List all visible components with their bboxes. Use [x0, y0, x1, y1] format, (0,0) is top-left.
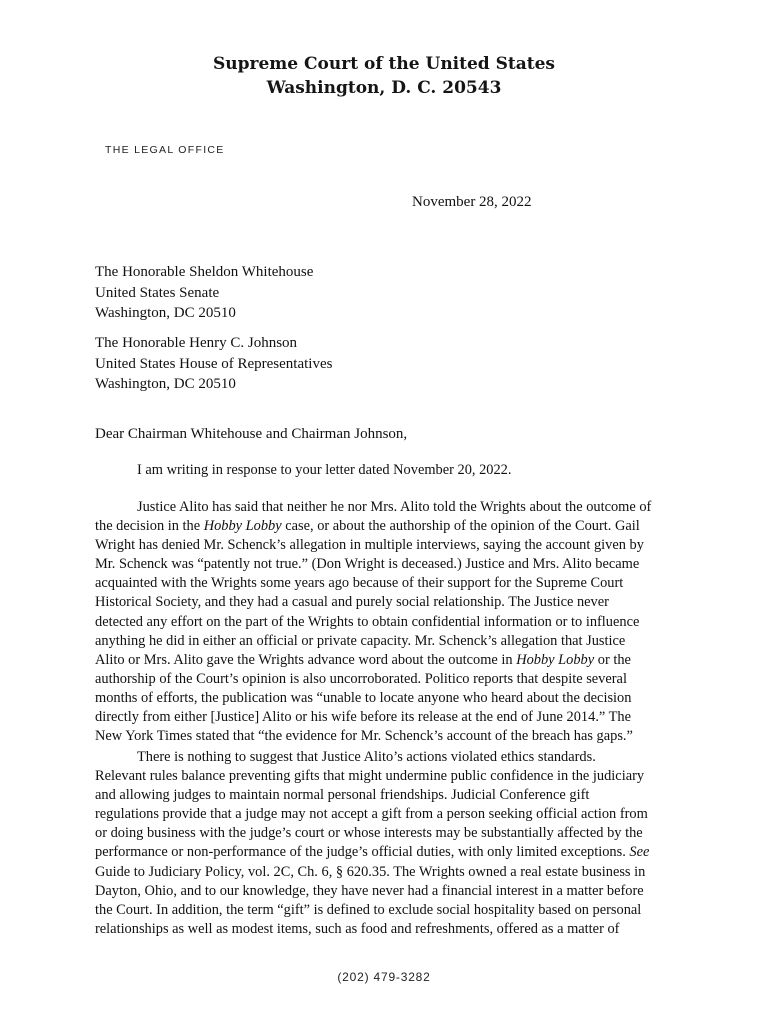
- paragraph-line: authorship of the Court’s opinion is also uncorroborated. Politico reports that despite several: [95, 670, 627, 687]
- paragraph-line: months of efforts, the publication was “unable to locate anyone who heard about the decision: [95, 689, 632, 706]
- paragraph-line: or doing business with the judge’s court or whose interests may be substantially affected by the: [95, 825, 643, 842]
- office-name: THE LEGAL OFFICE: [105, 144, 225, 156]
- paragraph-line: There is nothing to suggest that Justice Alito’s actions violated ethics standards.: [137, 749, 596, 765]
- paragraph-3: [95, 748, 687, 939]
- recipient-city: Washington, DC 20510: [95, 376, 236, 392]
- paragraph-line: detected any effort on the part of the Wrights to obtain confidential information or to influence: [95, 613, 640, 630]
- paragraph-line: Dayton, Ohio, and to our knowledge, they have never had a financial interest in a matter before: [95, 882, 644, 899]
- recipient-city: Washington, DC 20510: [95, 305, 236, 321]
- paragraph-line: Historical Society, and they had a casual and purely social relationship. The Justice never: [95, 594, 609, 611]
- paragraph-line: directly from either [Justice] Alito or his wife before its release at the end of June 2014.” The: [95, 709, 632, 726]
- paragraph-line: Guide to Judiciary Policy, vol. 2C, Ch. 6, § 620.35. The Wrights owned a real estate business in: [95, 863, 646, 880]
- paragraph-line: the decision in the: [95, 518, 204, 535]
- salutation: Dear Chairman Whitehouse and Chairman Johnson,: [95, 426, 408, 442]
- paragraph-line: the Court. In addition, the term “gift” is defined to exclude social hospitality based on personal: [95, 901, 642, 918]
- paragraph-line: acquainted with the Wrights some years ago because of their support for the Supreme Court: [95, 575, 624, 592]
- paragraph-line: regulations provide that a judge may not accept a gift from a person seeking official action from: [95, 806, 648, 823]
- paragraph-line: relationships as well as modest items, such as food and refreshments, offered as a matter of: [95, 920, 620, 937]
- paragraph-line: Wright has denied Mr. Schenck’s allegation in multiple interviews, saying the account given by: [95, 537, 644, 554]
- paragraph-line: anything he did in either an official or private capacity. Mr. Schenck’s allegation that Justice: [95, 632, 626, 649]
- paragraph-text: I am writing in response to your letter dated November 20, 2022.: [137, 462, 512, 478]
- paragraph-1: [95, 461, 687, 480]
- citation-signal: See: [629, 844, 650, 861]
- letter-date: November 28, 2022: [412, 194, 532, 210]
- recipient-block-1: [95, 262, 313, 324]
- recipient-body: United States Senate: [95, 284, 220, 301]
- paragraph-line: and allowing judges to maintain normal personal friendships. Judicial Conference gift: [95, 787, 590, 804]
- letterhead-court-name: Supreme Court of the United States: [213, 54, 555, 74]
- letterhead: [0, 52, 768, 100]
- paragraph-2: [95, 498, 687, 746]
- recipient-body: United States House of Representatives: [95, 355, 333, 372]
- recipient-block-2: [95, 333, 332, 395]
- paragraph-line: performance or non-performance of the judge’s official duties, with only limited exceptions.: [95, 844, 630, 861]
- paragraph-line: New York Times stated that “the evidence for Mr. Schenck’s account of the breach has gaps.”: [95, 728, 633, 745]
- recipient-name: The Honorable Sheldon Whitehouse: [95, 264, 314, 280]
- paragraph-line: case, or about the authorship of the opinion of the Court. Gail: [281, 518, 640, 535]
- paragraph-line: Justice Alito has said that neither he nor Mrs. Alito told the Wrights about the outcome of: [137, 499, 652, 515]
- paragraph-line: Mr. Schenck was “patently not true.” (Don Wright is deceased.) Justice and Mrs. Alito became: [95, 556, 640, 573]
- recipient-name: The Honorable Henry C. Johnson: [95, 335, 298, 351]
- footer-phone: (202) 479-3282: [337, 970, 431, 984]
- paragraph-line: Relevant rules balance preventing gifts that might undermine public confidence in the judiciary: [95, 768, 645, 785]
- letterhead-address: Washington, D. C. 20543: [266, 78, 502, 98]
- paragraph-line: Alito or Mrs. Alito gave the Wrights advance word about the outcome in: [95, 651, 517, 668]
- case-name: Hobby Lobby: [516, 651, 595, 668]
- case-name: Hobby Lobby: [203, 518, 282, 535]
- paragraph-line: or the: [594, 651, 631, 668]
